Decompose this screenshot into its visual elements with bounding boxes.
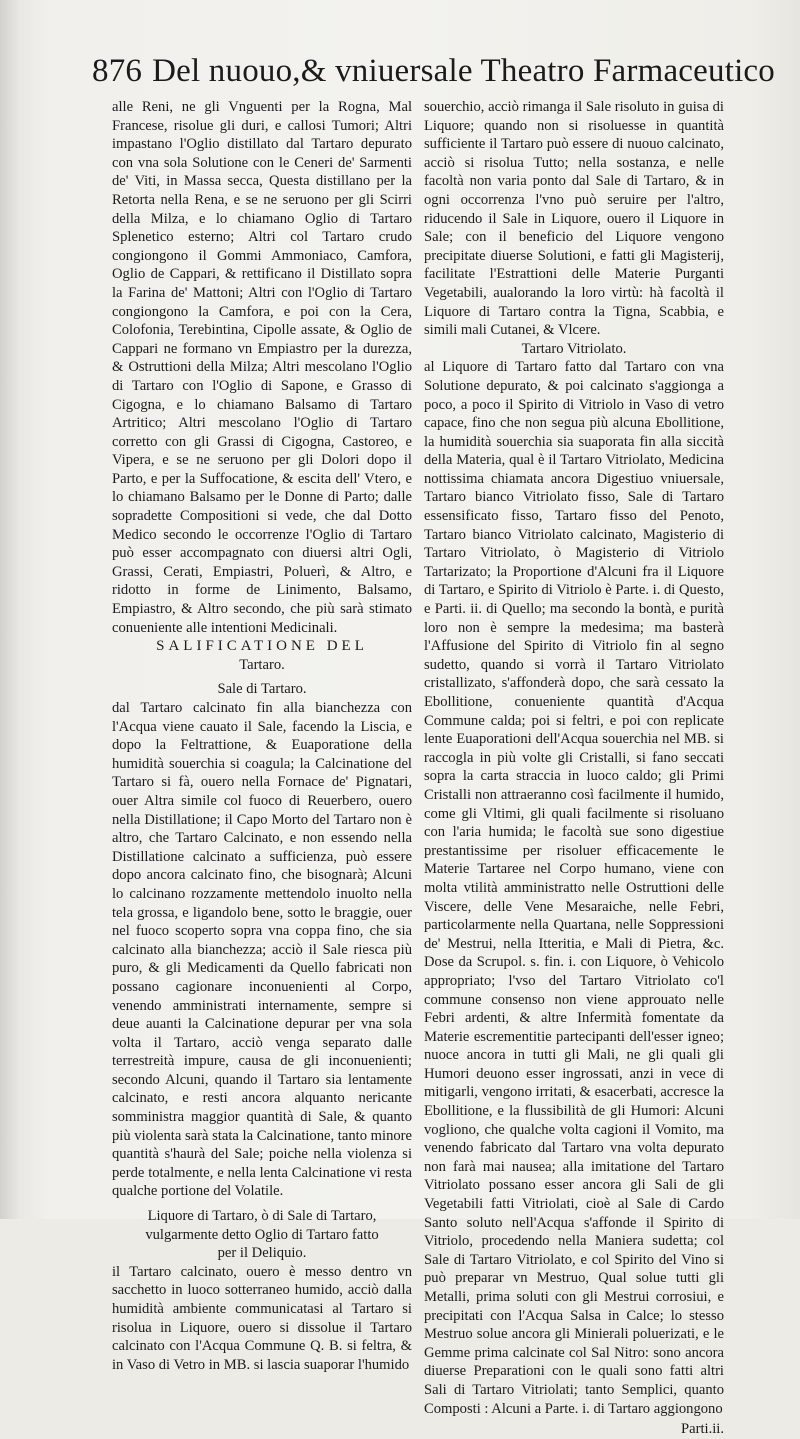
paragraph: il Tartaro calcinato, ouero è messo dentro vn sacchetto in luoco sotterraneo humido, acciò dalla humidità ambiente communicatasi al Tartaro si risolua in Liquore, ouero si dissolue il Tartaro calcinato con l'Acqua Commune Q. B. si feltra, & in Vaso di Vetro in MB. si lascia suaporar l'humido xyxy=(112,1263,412,1373)
running-header xyxy=(92,50,775,92)
paragraph: alle Reni, ne gli Vnguenti per la Rogna, Mal Francese, risolue gli duri, e callosi Tumori; Altri impastano l'Oglio distillato dal Tartaro depurato con vna sola Solutione con le Ceneri de' Sarmenti de' Viti, in Massa secca, Questa distillano per la Retorta nella Rena, e se ne seruono per gli Scirri della Milza, e lo chiamano Oglio di Tartaro Splenetico esterno; Altri col Tartaro crudo congiongono il Gommi Ammoniaco, Camfora, Oglio de Cappari, & rettificano il Distillato sopra la Farina de' Mattoni; Altri con l'Oglio di Tartaro congiongono la Camfora, e poi con la Cera, Colofonia, Terebintina, Cipolle assate, & Oglio de Cappari ne formano vn Empiastro per la durezza, & Ostruttioni della Milza; Altri mescolano l'Oglio di Tartaro con l'Oglio di Sapone, e Grasso di Cigogna, e lo chiamano Balsamo di Tartaro Artritico; Altri mescolano l'Oglio di Tartaro corretto con gli Grassi di Cigogna, Castoreo, e Vipera, e se ne seruono per gli Dolori dopo il Parto, e per la Suffocatione, & escita dell' Vtero, e lo chiamano Balsamo per le Donne di Parto; dalle sopradette Compositioni si vede, che dal Dotto Medico secondo le occorrenze l'Oglio di Tartaro può esser accompagnato con diuersi altri Ogli, Grassi, Cerati, Empiastri, Poluerì, & Altro, e ridotto in forme de Linimento, Balsamo, Empiastro, & Altro secondo, che più sarà stimato conueniente alle intentioni Medicinali. xyxy=(112,99,412,636)
paragraph: souerchio, acciò rimanga il Sale risoluto in guisa di Liquore; quando non si risoluesse in quantità sufficiente il Tartaro può essere di nuouo calcinato, acciò si risolua Tutto; nella sostanza, e nelle facoltà non varia ponto dal Sale di Tartaro, & in ogni occorrenza l'vno può seruire per l'altro, riducendo il Sale in Liquore, ouero il Liquore in Sale; con il beneficio del Liquore vengono precipitate diuerse Solutioni, e fatti gli Magisterij, facilitate l'Estrattioni delle Materie Purganti Vegetabili, aualorando la loro virtù: hà facoltà il Liquore di Tartaro contra la Tigna, Scabbia, e simili mali Cutanei, & Vlcere. xyxy=(424,99,724,339)
paragraph: dal Tartaro calcinato fin alla bianchezza con l'Acqua viene cauato il Sale, facendo la Liscia, e dopo la Feltrattione, & Euaporatione della humidità souerchia si coagula; la Calcinatione del Tartaro si fà, ouero nella Fornace de' Pignatari, ouer Altra simile col fuoco di Reuerbero, ouero nella Distillatione; il Capo Morto del Tartaro non è altro, che Tartaro Calcinato, e non essendo nella Distillatione calcinato a sufficienza, può essere dopo ancora calcinato fino, che bisognarà; Alcuni lo calcinano rozzamente mettendolo inuolto nella tela grossa, e ligandolo bene, sotto le braggie, ouer nel fuoco scoperto sopra vna coppa fino, che sia calcinato alla bianchezza; acciò il Sale riesca più puro, & gli Medicamenti da Quello fabricati non possano cagionare inconuenienti al Corpo, venendo amministrati internamente, sempre si deue auanti la Calcinatione depurar per vna sola volta il Tartaro, acciò venga separato dalle terrestreità impure, causa de gli inconuenienti; secondo Alcuni, quando il Tartaro sia lentamente calcinato, e resti ancora alquanto nericante somministra maggior quantità di Sale, & quanto più violenta sarà stata la Calcinatione, tanto minore quantità s'haurà del Sale; poiche nella violenza si perde totalmente, e nella lenta Calcinatione vi resta qualche portione del Volatile. xyxy=(112,700,412,1200)
paragraph: al Liquore di Tartaro fatto dal Tartaro con vna Solutione depurato, & poi calcinato s'aggionga a poco, a poco il Spirito di Vitriolo in Vaso di vetro capace, fino che non segua più alcuna Ebollitione, la humidità souerchia sia suaporata fin alla siccità della Materia, qual è il Tartaro Vitriolato, Medicina nottissima chiamata ancora Digestiuo vniuersale, Tartaro bianco Vitriolato fisso, Sale di Tartaro essensificato fisso, Tartaro fisso del Penoto, Tartaro bianco Vitriolato calcinato, Magisterio di Tartaro Vitriolato, ò Magisterio di Vitriolo Tartarizato; la Proportione d'Alcuni fra il Liquore di Tartaro, e Spirito di Vitriolo è Parte. i. di Questo, e Parti. ii. di Quello; ma secondo la bontà, e purità loro non è sempre la medesima; ma basterà l'Affusione del Spirito di Vitriolo fin al segno sudetto, quando si vorrà il Tartaro Vitriolato cristallizato, s'affonderà dopo, che sarà cessato la Ebollitione, conueniente quantità d'Acqua Commune calda; poi si feltri, e poi con replicate lente Euaporationi dell'Acqua souerchia nel MB. si raccogla in più volte gli Cristalli, si fano seccati sopra la carta straccia in luoco caldo; gli Primi Cristalli non attraeranno così facilmente il humido, come gli Vltimi, gli quali facilmente si risoluano con l'aria humida; le facoltà sue sono digestiue prestantissime per risoluer efficacemente le Materie Tartaree nel Corpo humano, viene con molta vtilità amministratto nelle Ostruttioni delle Viscere, delle Vene Mesaraiche, nelle Febri, particolarmente nella Quartana, nelle Soppressioni de' Mestrui, nella Itteritia, e Mali di Pietra, &c. Dose da Scrupol. s. fin. i. con Liquore, ò Vehicolo appropriato; l'vso del Tartaro Vitriolato co'l commune consenso non viene approuato nelle Febri ardenti, & altre Infermità fomentate da Materie escrementitie partecipanti dell'esser igneo; nuoce ancora in tutti gli Mali, ne gli quali gli Humori deuono esser ingrossati, anzi in vece di mitigarli, vengono irritati, & esacerbati, accresce la Ebollitione, e la flussibilità de gli Humori: Alcuni vogliono, che qualche volta cagioni il Vomito, ma venendo fabricato dal Tartaro vna volta depurato non farà mai nausea; alla imitatione del Tartaro Vitriolato possano esser ancora gli Sali de gli Vegetabili fatti Vitriolati, cioè al Sale di Cardo Santo soluto nell'Acqua s'affonde il Spirito di Vitriolo, procedendo nella Maniera sudetta; col Sale di Tartaro Vitriolato, e col Spirito del Vino si può preparar vn Mestruo, Qual solue tutti gli Metalli, prima soluti con gli Mestrui corrosiui, e precipitati con l'Acqua Salsa in Calce; lo stesso Mestruo solue ancora gli Minierali poluerizati, e le Gemme prima calcinate col Sal Nitro: sono ancora diuerse Preparationi con le quali sono fatti altri Sali di Tartaro Vitriolati; tanto Semplici, quanto Composti : Alcuni a Parte. i. di Tartaro aggiongono xyxy=(424,359,724,1417)
subsection-heading: Tartaro Vitriolato. xyxy=(521,340,627,357)
subsection-heading: Sale di Tartaro. xyxy=(217,681,307,698)
subsection-heading-line2: per il Deliquio. xyxy=(217,1245,307,1262)
catchword: Parti.ii. xyxy=(681,1421,724,1438)
section-heading: SALIFICATIONE DEL xyxy=(156,638,368,655)
right-column xyxy=(424,98,724,1438)
running-title: Del nuouo,& vniuersale Theatro Farmaceutico xyxy=(152,53,775,89)
page-number: 876 xyxy=(92,53,143,89)
subsection-heading: Liquore di Tartaro, ò di Sale di Tartaro, vulgarmente detto Oglio di Tartaro fatto xyxy=(145,1208,379,1243)
page-edge-shadow xyxy=(0,0,20,1219)
section-heading-line2: Tartaro. xyxy=(239,656,285,673)
left-column xyxy=(112,98,412,1373)
